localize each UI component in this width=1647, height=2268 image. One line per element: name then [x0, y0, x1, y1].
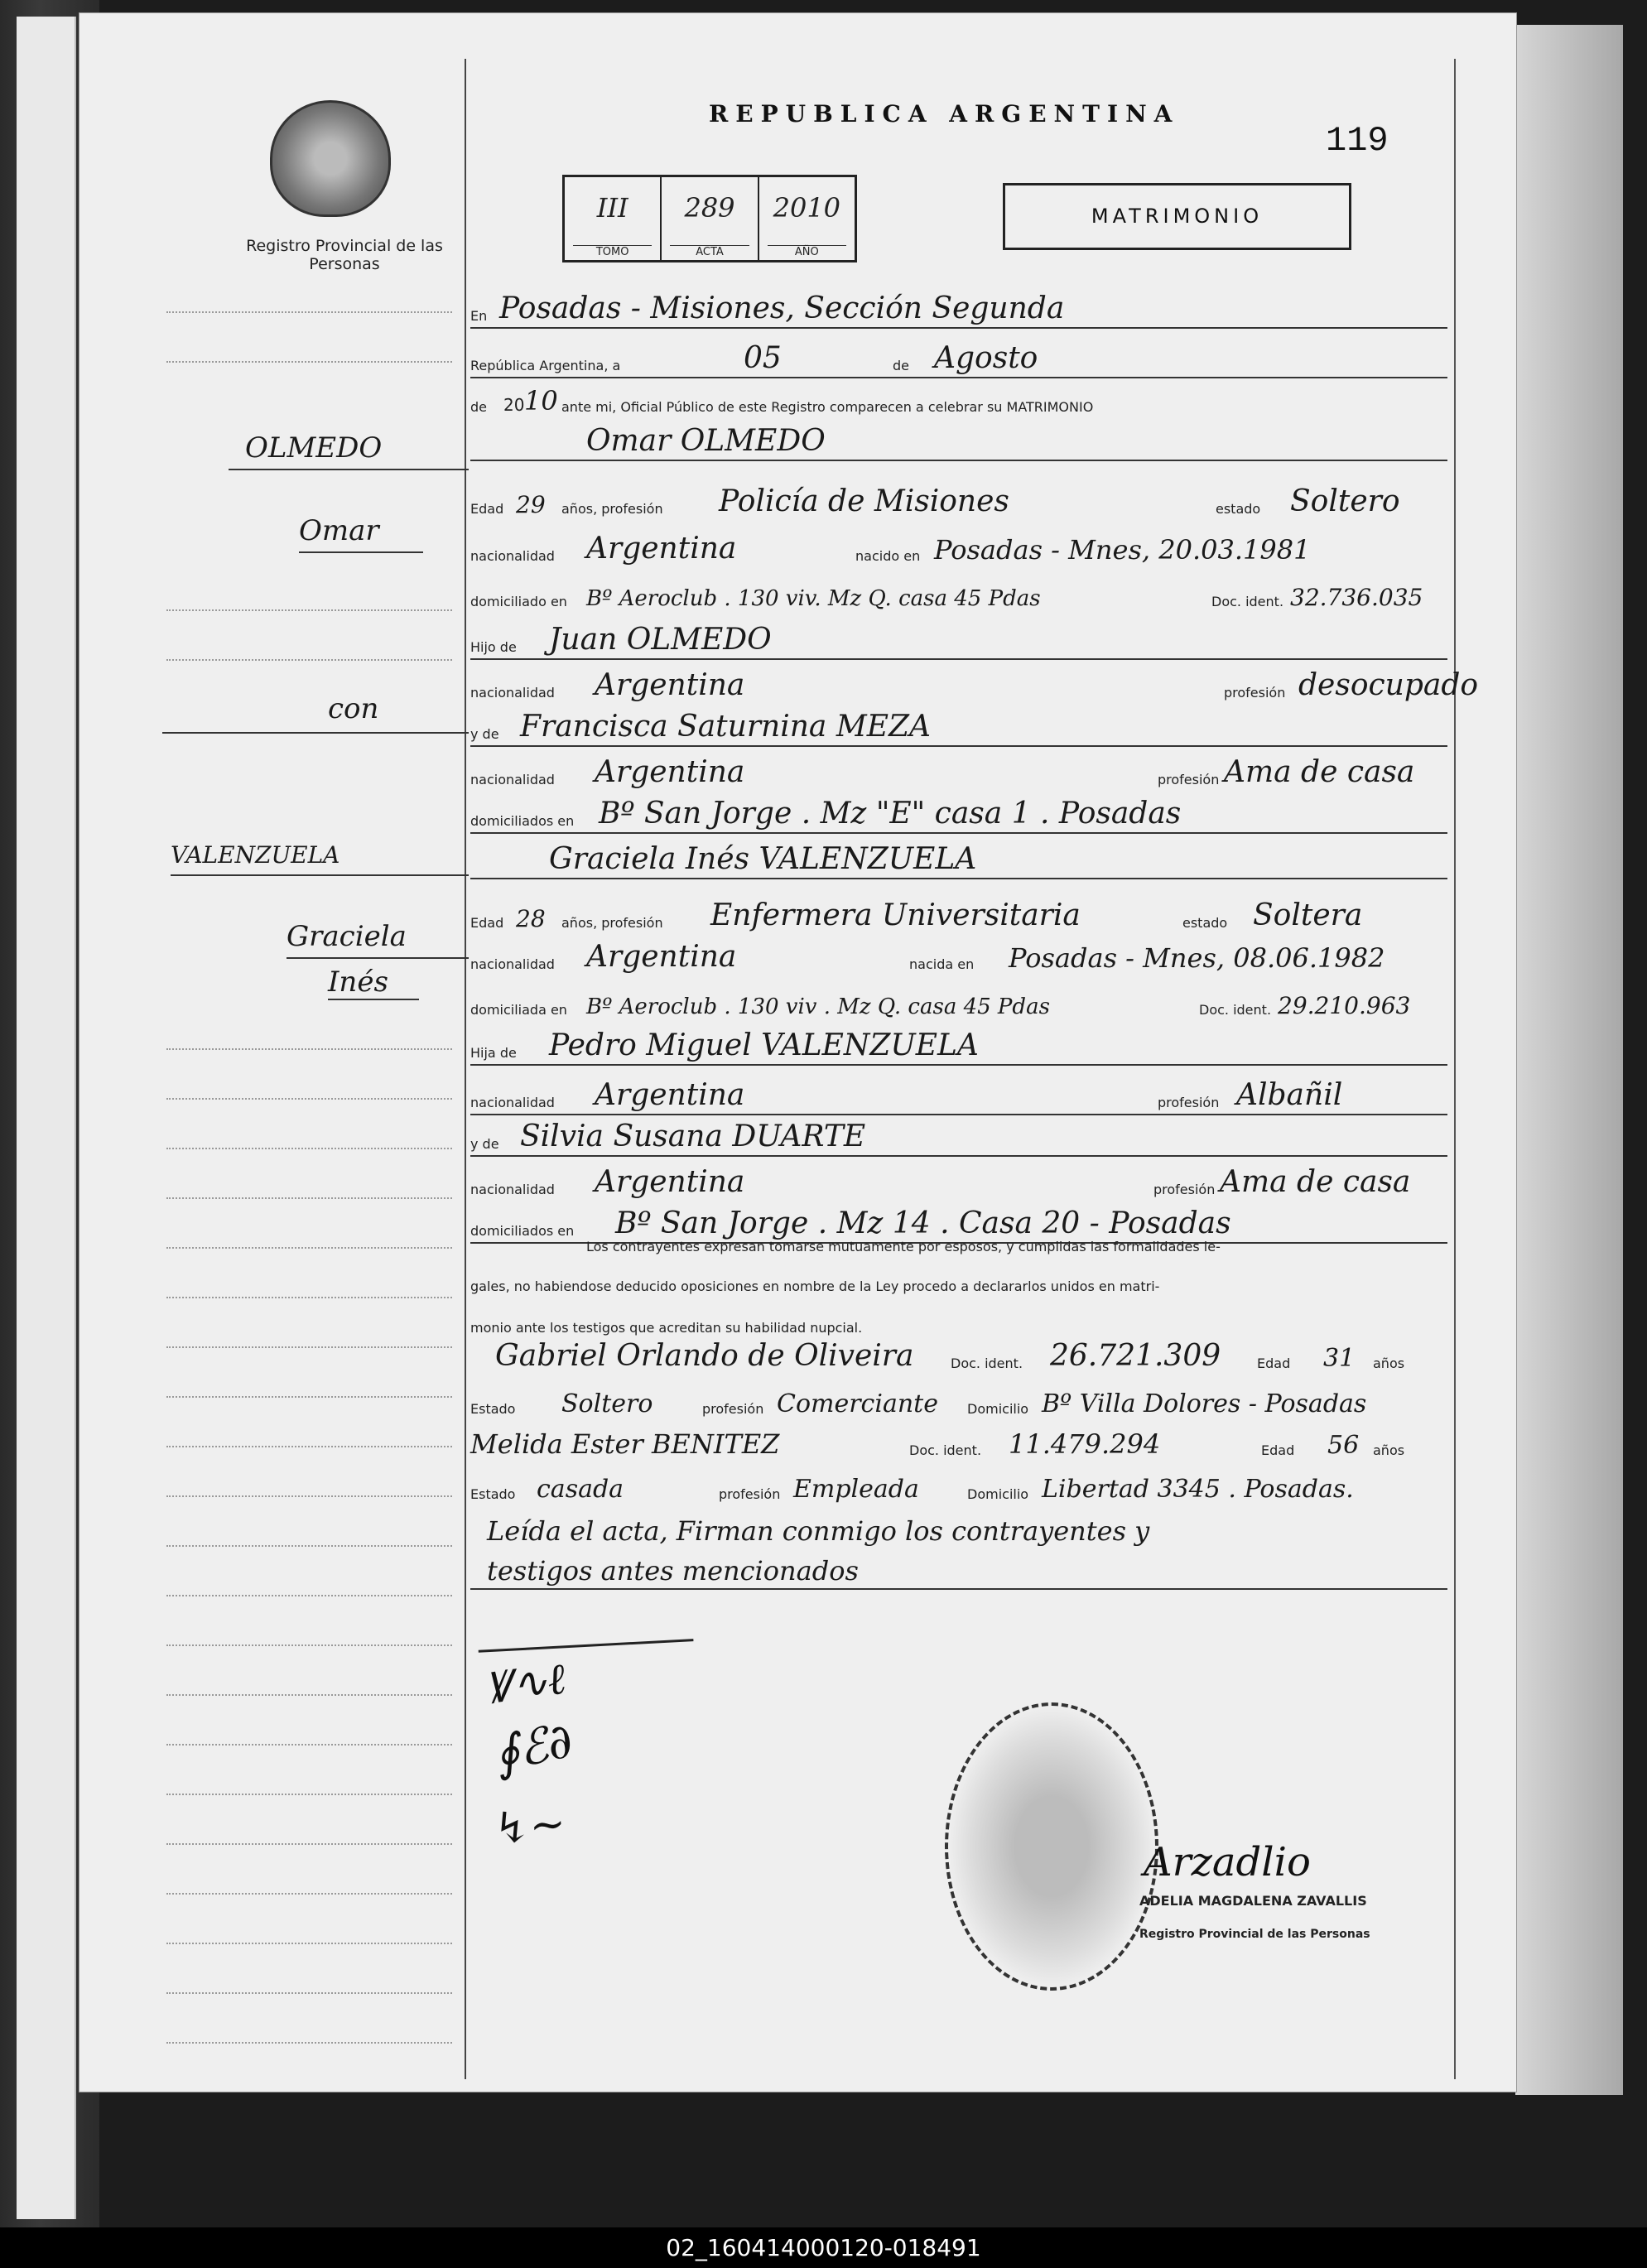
- label: estado: [1216, 501, 1261, 517]
- line-father-nationality: [470, 667, 1479, 704]
- label: nacionalidad: [470, 772, 555, 787]
- label: nacionalidad: [470, 685, 555, 701]
- volume-act-year-box: [562, 175, 857, 262]
- line-witness2: [470, 1425, 1447, 1461]
- left-page-edge: [17, 17, 76, 2219]
- label: profesión: [702, 1401, 764, 1417]
- handwritten-value: Argentina: [586, 940, 737, 974]
- label: Doc. ident.: [909, 1442, 982, 1458]
- handwritten-value: Soltera: [1253, 898, 1363, 932]
- official-stamp-icon: [945, 1702, 1158, 1991]
- handwritten-value: Silvia Susana DUARTE: [520, 1120, 866, 1153]
- handwritten-value: Omar OLMEDO: [586, 424, 826, 458]
- anio-value: 2010: [773, 192, 841, 224]
- document-page: [79, 12, 1517, 2092]
- acta-label: ACTA: [670, 245, 749, 258]
- margin-groom-name: Omar: [299, 514, 379, 547]
- line-witness1: [470, 1338, 1447, 1375]
- line-bride-father: [470, 1028, 1447, 1066]
- label: Doc. ident.: [951, 1356, 1023, 1371]
- label: República Argentina, a: [470, 358, 621, 373]
- dotted-line: [166, 1595, 452, 1596]
- right-margin-rule: [1454, 59, 1456, 2079]
- document-title: REPUBLICA ARGENTINA: [709, 100, 1180, 128]
- officer-role: Registro Provincial de las Personas: [1139, 1928, 1370, 1941]
- margin-con: con: [328, 692, 379, 725]
- label: profesión: [719, 1486, 781, 1502]
- label: años, profesión: [561, 501, 663, 517]
- line-bride-name: [470, 841, 1447, 879]
- handwritten-value: Graciela Inés VALENZUELA: [549, 842, 977, 876]
- label: nacido en: [855, 548, 921, 564]
- dotted-line: [166, 1148, 452, 1149]
- line-mother-nationality: [470, 754, 1447, 791]
- margin-bride-name1: Graciela: [287, 920, 407, 953]
- handwritten-value: 29: [516, 491, 546, 518]
- margin-rule: [465, 59, 466, 2079]
- handwritten-value: Ama de casa: [1220, 1165, 1411, 1199]
- handwritten-value: 31: [1323, 1344, 1356, 1373]
- handwritten-value: desocupado: [1298, 668, 1479, 702]
- margin-bride-surname: VALENZUELA: [171, 841, 340, 869]
- dotted-line: [166, 1794, 452, 1795]
- label: años: [1373, 1356, 1405, 1371]
- line-groom-nationality: [470, 531, 1447, 567]
- label: de: [470, 399, 487, 415]
- handwritten-value: Francisca Saturnina MEZA: [520, 710, 931, 744]
- handwritten-value: Comerciante: [777, 1389, 938, 1418]
- dotted-line: [166, 1346, 452, 1348]
- tomo-value: III: [596, 192, 628, 224]
- dotted-line: [166, 1098, 452, 1100]
- handwritten-value: casada: [537, 1475, 624, 1504]
- label: domiciliado en: [470, 594, 567, 609]
- folio-number: 119: [1326, 121, 1389, 161]
- label: Edad: [1257, 1356, 1291, 1371]
- margin-line: [328, 999, 419, 1000]
- margin-bride-name2: Inés: [328, 965, 388, 999]
- label: Doc. ident.: [1199, 1002, 1272, 1018]
- handwritten-value: Argentina: [595, 755, 745, 789]
- dotted-line: [166, 1843, 452, 1845]
- dotted-line: [166, 1744, 452, 1746]
- handwritten-value: Posadas - Mnes, 20.03.1981: [934, 534, 1311, 566]
- label: años, profesión: [561, 915, 663, 931]
- handwritten-value: Argentina: [595, 1078, 745, 1112]
- acta-cell: [662, 177, 758, 260]
- dotted-line: [166, 609, 452, 611]
- margin-line: [162, 732, 469, 734]
- handwritten-value: Bº Aeroclub . 130 viv . Mz Q. casa 45 Pdas: [586, 994, 1050, 1019]
- handwritten-value: 29.210.963: [1278, 992, 1411, 1019]
- line-groom-age: [470, 484, 1447, 520]
- handwritten-value: Posadas - Misiones, Sección Segunda: [499, 291, 1065, 325]
- line-place: [470, 291, 1447, 329]
- handwritten-value: Agosto: [934, 341, 1038, 375]
- handwritten-value: Soltero: [561, 1389, 653, 1418]
- handwritten-value: 28: [516, 905, 546, 932]
- label: y de: [470, 726, 499, 742]
- handwritten-value: Enfermera Universitaria: [710, 898, 1081, 932]
- label: y de: [470, 1136, 499, 1152]
- dotted-line: [166, 659, 452, 661]
- line-groom-address: [470, 576, 1447, 613]
- line-bride-age: [470, 898, 1447, 934]
- scan-id-bar: 02_160414000120-018491: [0, 2227, 1647, 2268]
- label: Domicilio: [967, 1401, 1029, 1417]
- handwritten-value: Argentina: [595, 668, 745, 702]
- handwritten-value: Melida Ester BENITEZ: [470, 1428, 780, 1460]
- officer-signature: Arzadlio: [1144, 1839, 1311, 1885]
- handwritten-value: Bº San Jorge . Mz 14 . Casa 20 - Posadas: [615, 1206, 1231, 1240]
- dotted-line: [166, 1446, 452, 1447]
- dotted-line: [166, 1247, 452, 1249]
- declaration-line-2: gales, no habiendose deducido oposiciones en nombre de la Ley procedo a declararlos unidos en matri-: [470, 1278, 1160, 1294]
- label: domiciliados en: [470, 1223, 575, 1239]
- line-witness2-details: [470, 1469, 1447, 1505]
- label: Estado: [470, 1401, 516, 1417]
- dotted-line: [166, 1893, 452, 1895]
- acta-value: 289: [684, 192, 735, 224]
- officer-name: ADELIA MAGDALENA ZAVALLIS: [1139, 1893, 1367, 1909]
- label: años: [1373, 1442, 1405, 1458]
- handwritten-value: 11.479.294: [1009, 1428, 1161, 1460]
- handwritten-value: 32.736.035: [1290, 584, 1423, 611]
- line-groom-mother: [470, 709, 1447, 747]
- handwritten-value: Juan OLMEDO: [549, 623, 772, 657]
- label: Doc. ident.: [1211, 594, 1284, 609]
- dotted-line: [166, 361, 452, 363]
- label: nacida en: [909, 956, 975, 972]
- dotted-line: [166, 1992, 452, 1994]
- label: profesión: [1224, 685, 1286, 701]
- handwritten-value: testigos antes mencionados: [487, 1555, 859, 1587]
- label: de: [893, 358, 909, 373]
- label: Edad: [470, 501, 504, 517]
- year-prefix: 20: [503, 395, 525, 415]
- handwritten-value: Bº San Jorge . Mz "E" casa 1 . Posadas: [599, 797, 1182, 831]
- handwritten-value: Gabriel Orlando de Oliveira: [495, 1339, 914, 1373]
- line-bride-address: [470, 985, 1447, 1021]
- handwritten-value: Empleada: [793, 1475, 919, 1504]
- label: nacionalidad: [470, 1182, 555, 1197]
- line-year: [470, 382, 1447, 418]
- line-bride-mother-nationality: [470, 1164, 1447, 1201]
- line-bride-mother: [470, 1119, 1447, 1157]
- declaration-line-1: Los contrayentes expresan tomarse mutuamente por esposos, y cumplidas las formalidades le-: [586, 1239, 1221, 1254]
- handwritten-value: 56: [1327, 1431, 1360, 1460]
- signature-groom-icon: ∮ℰ∂: [488, 1711, 578, 1784]
- line-date: [470, 340, 1447, 378]
- handwritten-value: Leída el acta, Firman conmigo los contrayentes y: [487, 1515, 1150, 1547]
- label: ante mi, Oficial Público de este Registro comparecen a celebrar su MATRIMONIO: [561, 399, 1094, 415]
- line-closing-2: [470, 1552, 1447, 1590]
- signature-bride-icon: Ꝟ∿ℓ: [482, 1654, 569, 1715]
- margin-line: [171, 874, 469, 876]
- tomo-label: TOMO: [573, 245, 652, 258]
- handwritten-value: Bº Aeroclub . 130 viv. Mz Q. casa 45 Pdas: [586, 586, 1041, 611]
- handwritten-value: Argentina: [586, 532, 737, 566]
- handwritten-value: 10: [524, 385, 558, 417]
- dotted-line: [166, 1644, 452, 1646]
- label: domiciliados en: [470, 813, 575, 829]
- declaration-line-3: monio ante los testigos que acreditan su habilidad nupcial.: [470, 1320, 863, 1336]
- label: estado: [1182, 915, 1228, 931]
- handwritten-value: Bº Villa Dolores - Posadas: [1042, 1389, 1367, 1418]
- provincial-seal-icon: [270, 100, 391, 217]
- dotted-line: [166, 1197, 452, 1199]
- label: Edad: [470, 915, 504, 931]
- label: Edad: [1261, 1442, 1295, 1458]
- signature-witness-icon: ↯∼: [491, 1799, 568, 1855]
- handwritten-value: Ama de casa: [1224, 755, 1415, 789]
- dotted-line: [166, 1495, 452, 1497]
- anio-label: AÑO: [768, 245, 846, 258]
- label: En: [470, 308, 488, 324]
- label: profesión: [1158, 772, 1220, 787]
- line-groom-father: [470, 622, 1447, 660]
- handwritten-value: Posadas - Mnes, 08.06.1982: [1009, 942, 1385, 974]
- margin-groom-surname: OLMEDO: [245, 431, 383, 465]
- page-stack-edge: [1515, 25, 1623, 2095]
- registry-name: Registro Provincial de las Personas: [246, 237, 443, 273]
- dotted-line: [166, 1396, 452, 1398]
- line-bride-father-nationality: [470, 1077, 1447, 1115]
- label: profesión: [1158, 1095, 1220, 1110]
- dotted-line: [166, 1694, 452, 1696]
- dotted-line: [166, 1048, 452, 1050]
- record-type-box: MATRIMONIO: [1003, 183, 1351, 250]
- label: Domicilio: [967, 1486, 1029, 1502]
- label: Hija de: [470, 1045, 517, 1061]
- label: Hijo de: [470, 639, 517, 655]
- dotted-line: [166, 1545, 452, 1547]
- handwritten-value: 26.721.309: [1050, 1339, 1221, 1373]
- label: domiciliada en: [470, 1002, 567, 1018]
- line-witness1-details: [470, 1384, 1447, 1420]
- anio-cell: [759, 177, 855, 260]
- margin-line: [287, 957, 469, 959]
- handwritten-value: Albañil: [1236, 1078, 1343, 1112]
- handwritten-value: 05: [744, 341, 782, 375]
- margin-line: [299, 551, 423, 553]
- label: nacionalidad: [470, 956, 555, 972]
- label: nacionalidad: [470, 548, 555, 564]
- handwritten-value: Policía de Misiones: [719, 484, 1009, 518]
- line-closing-1: [470, 1512, 1447, 1548]
- label: Estado: [470, 1486, 516, 1502]
- dotted-line: [166, 311, 452, 313]
- line-parents-address: [470, 796, 1447, 834]
- handwritten-value: Pedro Miguel VALENZUELA: [549, 1028, 979, 1062]
- margin-line: [229, 469, 469, 470]
- label: profesión: [1153, 1182, 1216, 1197]
- dotted-line: [166, 1943, 452, 1944]
- handwritten-value: Libertad 3345 . Posadas.: [1042, 1475, 1354, 1504]
- dotted-line: [166, 1297, 452, 1298]
- line-bride-nationality: [470, 939, 1447, 975]
- dotted-line: [166, 2042, 452, 2044]
- handwritten-value: Soltero: [1290, 484, 1400, 518]
- line-groom-name: [470, 423, 1447, 461]
- signature-stroke: [476, 1589, 694, 1653]
- tomo-cell: [565, 177, 662, 260]
- handwritten-value: Argentina: [595, 1165, 745, 1199]
- label: nacionalidad: [470, 1095, 555, 1110]
